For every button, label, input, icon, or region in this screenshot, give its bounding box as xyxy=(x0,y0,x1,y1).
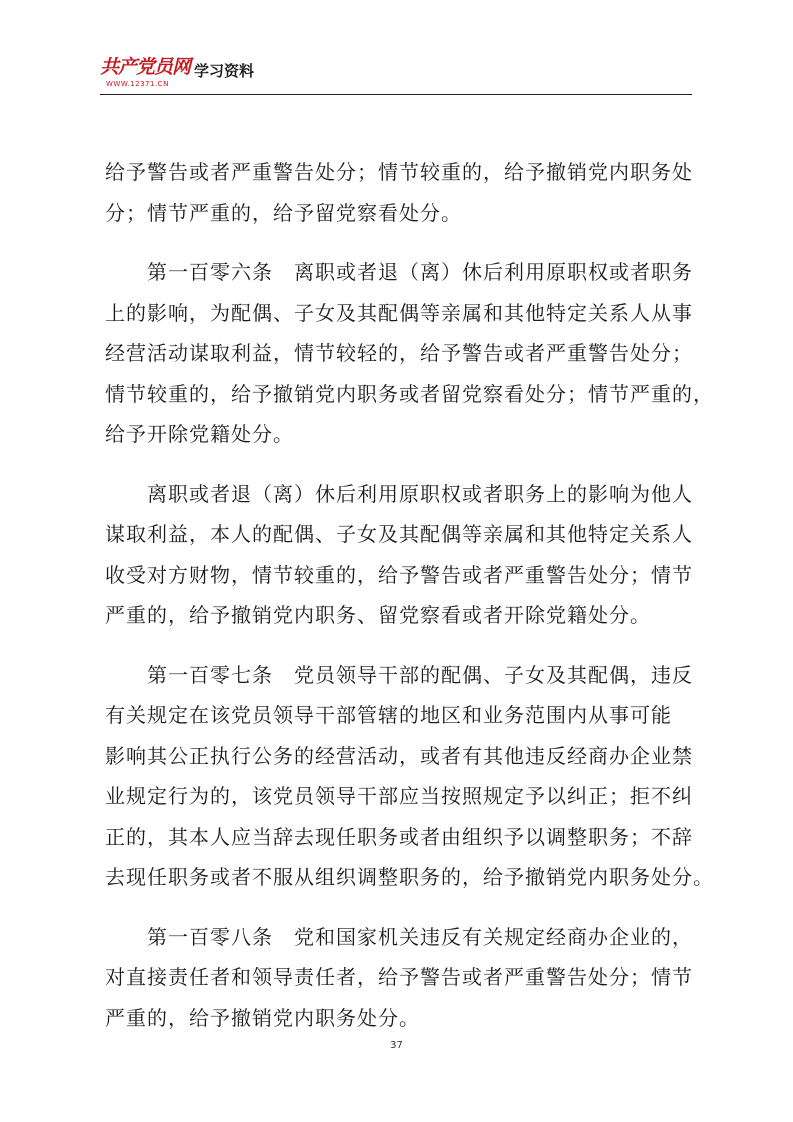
document-body xyxy=(105,152,714,1057)
text-line: 业规定行为的，该党员领导干部应当按照规定予以纠正；拒不纠 xyxy=(105,784,693,808)
text-line: 情节较重的，给予撤销党内职务或者留党察看处分；情节严重的， xyxy=(105,381,714,406)
text-line: 分；情节严重的，给予留党察看处分。 xyxy=(105,200,462,225)
text-line: 正的，其本人应当辞去现任职务或者由组织予以调整职务；不辞 xyxy=(105,824,693,849)
text-line: 严重的，给予撤销党内职务、留党察看或者开除党籍处分。 xyxy=(105,603,651,627)
text-line: 对直接责任者和领导责任者，给予警告或者严重警告处分；情节 xyxy=(105,965,693,989)
text-line: 第一百零八条 党和国家机关违反有关规定经商办企业的， xyxy=(147,924,693,949)
site-logo xyxy=(100,56,200,92)
header-divider xyxy=(100,94,692,95)
paragraph-article-106-clause-2 xyxy=(105,474,695,636)
text-line: 第一百零七条 党员领导干部的配偶、子女及其配偶，违反 xyxy=(147,662,693,687)
text-line: 严重的，给予撤销党内职务处分。 xyxy=(105,1005,420,1030)
text-line: 经营活动谋取利益，情节较轻的，给予警告或者严重警告处分； xyxy=(105,341,693,365)
text-line: 上的影响，为配偶、子女及其配偶等亲属和其他特定关系人从事 xyxy=(105,300,693,325)
text-line: 给予警告或者严重警告处分；情节较重的，给予撤销党内职务处 xyxy=(105,160,693,184)
text-line: 谋取利益，本人的配偶、子女及其配偶等亲属和其他特定关系人 xyxy=(105,522,693,546)
text-line: 影响其公正执行公务的经营活动，或者有其他违反经商办企业禁 xyxy=(105,743,693,768)
logo-wordmark: 共产党员网 xyxy=(100,56,191,78)
text-line: 有关规定在该党员领导干部管辖的地区和业务范围内从事可能 xyxy=(105,703,672,727)
text-line: 第一百零六条 离职或者退（离）休后利用原职权或者职务 xyxy=(147,260,693,284)
page-number: 37 xyxy=(390,1040,403,1051)
page-header xyxy=(100,48,692,96)
paragraph-article-108 xyxy=(105,917,695,1039)
text-line: 收受对方财物，情节较重的，给予警告或者严重警告处分；情节 xyxy=(105,562,693,587)
paragraph-article-107 xyxy=(105,655,714,898)
header-title: 学习资料 xyxy=(194,62,255,80)
logo-url: WWW.12371.CN xyxy=(106,80,169,88)
paragraph-continuation xyxy=(105,152,695,233)
text-line: 给予开除党籍处分。 xyxy=(105,422,294,446)
text-line: 离职或者退（离）休后利用原职权或者职务上的影响为他人 xyxy=(147,481,693,506)
paragraph-article-106 xyxy=(105,252,714,455)
text-line: 去现任职务或者不服从组织调整职务的，给予撤销党内职务处分。 xyxy=(105,865,714,889)
